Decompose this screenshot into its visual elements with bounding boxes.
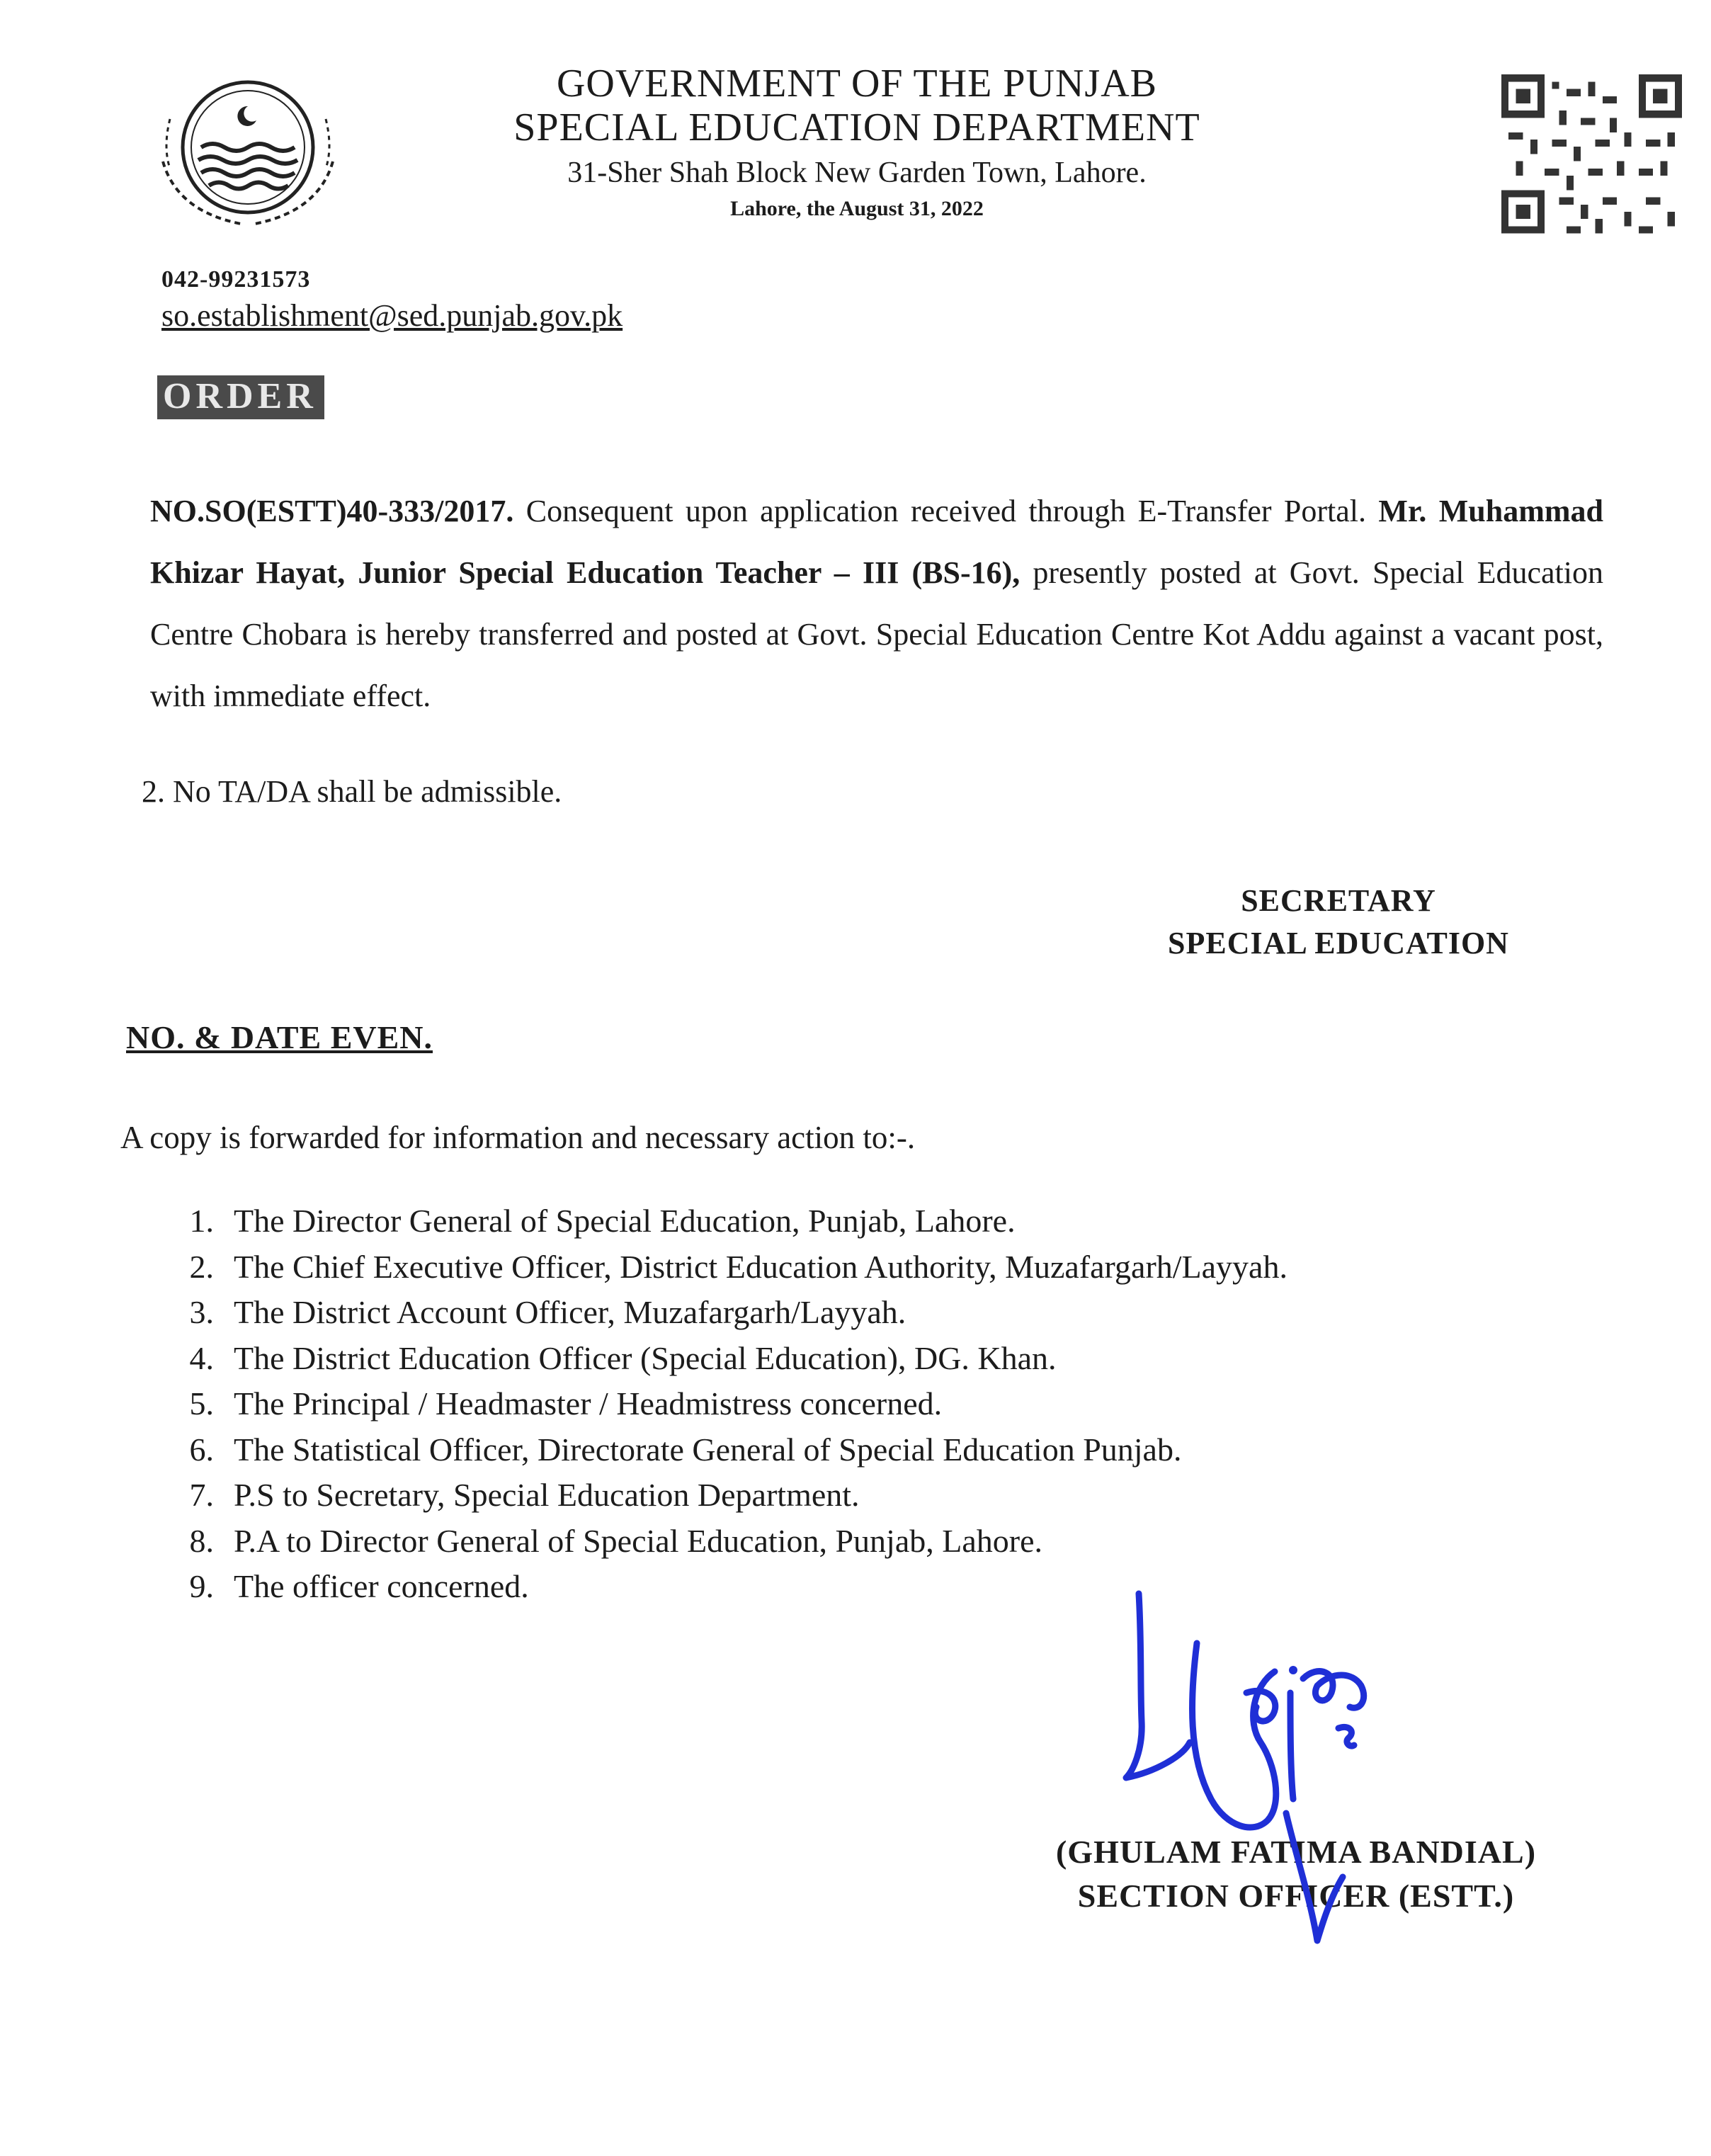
order-number: NO.SO(ESTT)40-333/2017.: [150, 494, 514, 528]
order-text-body: presently posted at Govt. Special Education Centre Chobara is hereby transferred and posted at Govt. Special Education Centre Kot Addu against a vacant post, with immediate effect.: [150, 555, 1603, 713]
order-heading: ORDER: [157, 375, 324, 419]
no-date-even-heading: NO. & DATE EVEN.: [126, 1019, 433, 1055]
punjab-government-emblem: [142, 69, 354, 239]
contact-phone: 042-99231573: [161, 266, 311, 293]
department-title: SPECIAL EDUCATION DEPARTMENT: [513, 106, 1200, 149]
government-title: GOVERNMENT OF THE PUNJAB: [556, 62, 1157, 106]
tada-clause: 2. No TA/DA shall be admissible.: [142, 774, 562, 809]
list-item: 7. P.S to Secretary, Special Education Department.: [189, 1477, 860, 1513]
officer-name: (GHULAM FATIMA BANDIAL): [1055, 1834, 1537, 1870]
secretary-department: SPECIAL EDUCATION: [1168, 926, 1509, 960]
secretary-signature-block: [1119, 880, 1558, 965]
order-text-intro: Consequent upon application received through E-Transfer Portal.: [513, 494, 1379, 528]
department-address: 31-Sher Shah Block New Garden Town, Lahore.: [567, 157, 1147, 189]
list-item: 8. P.A to Director General of Special Education, Punjab, Lahore.: [189, 1522, 1043, 1559]
list-item: 5. The Principal / Headmaster / Headmistress concerned.: [189, 1385, 943, 1422]
officer-name-designation: Mr. Muhammad Khizar Hayat, Junior Special Education Teacher – III (BS-16),: [150, 494, 1604, 590]
contact-email-link[interactable]: so.establishment@sed.punjab.gov.pk: [161, 298, 623, 333]
handwritten-signature: [1105, 1587, 1416, 1955]
list-item: 4. The District Education Officer (Special Education), DG. Khan.: [189, 1339, 1057, 1376]
qr-code: [1501, 74, 1682, 241]
list-item: 1. The Director General of Special Education, Punjab, Lahore.: [189, 1203, 1016, 1239]
distribution-list: [156, 1198, 1287, 1610]
list-item: 6. The Statistical Officer, Directorate General of Special Education Punjab.: [189, 1431, 1182, 1468]
officer-designation: SECTION OFFICER (ESTT.): [1077, 1878, 1515, 1914]
list-item: 3. The District Account Officer, Muzafargarh/Layyah.: [189, 1294, 906, 1330]
order-paragraph: [150, 480, 1603, 727]
list-item: 9. The officer concerned.: [189, 1568, 529, 1604]
order-date: Lahore, the August 31, 2022: [730, 197, 984, 220]
secretary-title: SECRETARY: [1241, 883, 1436, 918]
list-item: 2. The Chief Executive Officer, District Education Authority, Muzafargarh/Layyah.: [189, 1248, 1287, 1285]
copy-forwarded-intro: A copy is forwarded for information and necessary action to:-.: [120, 1120, 916, 1155]
